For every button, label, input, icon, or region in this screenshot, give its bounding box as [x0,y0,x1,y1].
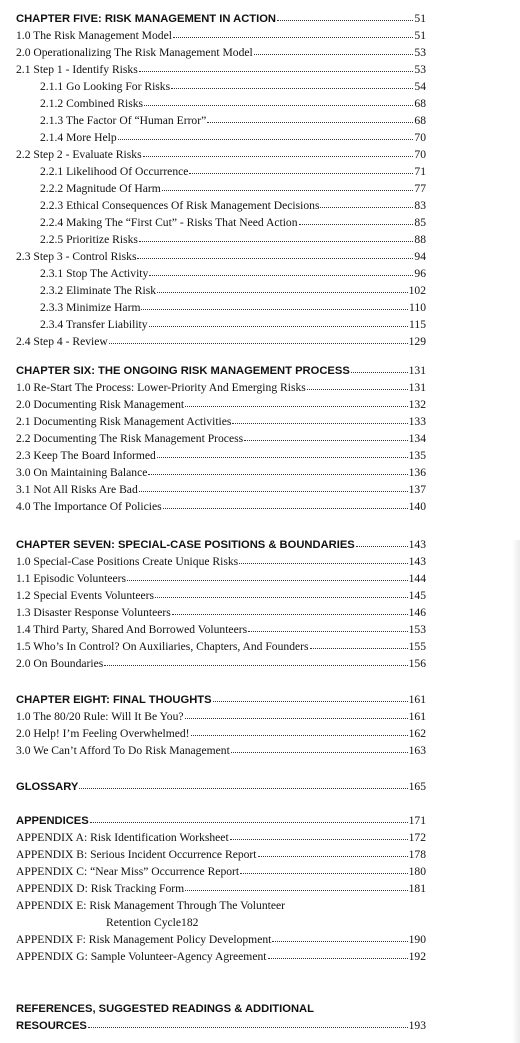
toc-entry [16,589,426,603]
toc-entry-title: 4.0 The Importance Of Policies [16,500,162,513]
toc-page-number: 178 [408,848,426,861]
toc-page-number: 51 [414,29,426,42]
toc-page-number: 132 [408,398,426,411]
toc-entry [40,199,426,213]
toc-page-number: 53 [414,63,426,76]
dot-leader [137,257,413,259]
dot-leader [189,172,413,174]
toc-heading [16,780,426,794]
dot-leader [139,490,408,492]
toc-entry [40,114,426,128]
toc-page-number: 193 [408,1019,426,1032]
dot-leader [320,206,413,208]
toc-page-number: 190 [408,933,426,946]
toc-page-number: 143 [408,538,426,551]
toc-page-number: 85 [414,216,426,229]
toc-entry [16,727,426,741]
toc-page-number: 102 [408,284,426,297]
toc-page-number: 181 [408,882,426,895]
toc-entry-title: 2.4 Step 4 - Review [16,335,108,348]
toc-entry-title: 2.1.1 Go Looking For Risks [40,80,171,93]
dot-leader [90,821,408,823]
dot-leader [351,371,408,373]
toc-entry [16,882,426,896]
toc-page-number: 143 [408,555,426,568]
toc-entry-title: 1.1 Episodic Volunteers [16,572,127,585]
toc-entry-title: 1.0 The Risk Management Model [16,29,172,42]
dot-leader [149,274,413,276]
toc-entry-title: 2.3 Step 3 - Control Risks [16,250,137,263]
toc-page-number: 131 [408,364,426,377]
toc-heading [16,538,426,552]
toc-entry-title: 1.4 Third Party, Shared And Borrowed Volunteers [16,623,248,636]
toc-page-number: 165 [408,780,426,793]
toc-entry-title: APPENDIX C: “Near Miss” Occurrence Report [16,865,240,878]
dot-leader [239,562,407,564]
toc-page-number: 70 [414,131,426,144]
toc-entry-title: 2.1.3 The Factor Of “Human Error” [40,114,207,127]
toc-entry-title: APPENDICES [16,815,89,827]
toc-page-number: 192 [408,950,426,963]
dot-leader [144,104,413,106]
dot-leader [248,630,408,632]
toc-entry [40,165,426,179]
toc-entry [40,301,426,315]
dot-leader [277,19,413,21]
dot-leader [139,240,414,242]
toc-entry [16,46,426,60]
toc-entry-title: 1.3 Disaster Response Volunteers [16,606,171,619]
dot-leader [307,388,408,390]
toc-entry-title: APPENDIX G: Sample Volunteer-Agency Agreement [16,950,267,963]
toc-entry-title: 2.2.1 Likelihood Of Occurrence [40,165,189,178]
toc-entry [40,97,426,111]
toc-heading [16,814,426,828]
toc-entry [16,398,426,412]
toc-entry-title: REFERENCES, SUGGESTED READINGS & ADDITIONAL [16,1003,314,1015]
toc-entry-title: 2.3.3 Minimize Harm [40,301,141,314]
toc-page-number: 134 [408,432,426,445]
toc-entry [16,657,426,671]
toc-entry [16,335,426,349]
toc-entry [16,933,426,947]
dot-leader [155,596,408,598]
toc-entry [16,950,426,964]
toc-entry [40,267,426,281]
dot-leader [185,717,408,719]
toc-entry-title: 2.2.4 Making The “First Cut” - Risks That Need Action [40,216,298,229]
toc-entry [16,831,426,845]
toc-entry-title: 2.2.3 Ethical Consequences Of Risk Management Decisions [40,199,320,212]
dot-leader [141,308,408,310]
toc-entry-title: CHAPTER FIVE: RISK MANAGEMENT IN ACTION [16,13,277,25]
toc-page-number: 94 [414,250,426,263]
dot-leader [149,325,408,327]
toc-page-number: 172 [408,831,426,844]
dot-leader [231,751,408,753]
toc-entry [16,381,426,395]
toc-page-number: 153 [408,623,426,636]
toc-entry [16,250,426,264]
dot-leader [244,439,407,441]
dot-leader [109,342,408,344]
dot-leader [213,700,408,702]
toc-page-number: 161 [408,710,426,723]
dot-leader [230,838,408,840]
dot-leader [240,872,407,874]
toc-entry [16,415,426,429]
toc-entry [16,623,426,637]
dot-leader [173,36,413,38]
toc-entry-title: 2.0 Operationalizing The Risk Management Model [16,46,253,59]
toc-page-number: 53 [414,46,426,59]
toc-heading [16,693,426,707]
toc-page-number: 137 [408,483,426,496]
dot-leader [232,422,407,424]
toc-page-number: 155 [408,640,426,653]
toc-page-number: 162 [408,727,426,740]
toc-page-number: 135 [408,449,426,462]
dot-leader [163,507,408,509]
toc-page-number: 54 [414,80,426,93]
toc-entry-title: 2.1 Documenting Risk Management Activities [16,415,232,428]
toc-entry-title: 2.0 Help! I’m Feeling Overwhelmed! [16,727,190,740]
toc-entry-title: APPENDIX E: Risk Management Through The Volunteer [16,899,285,912]
toc-page-number: 96 [414,267,426,280]
toc-entry-title: Retention Cycle [106,916,182,929]
dot-leader [162,189,414,191]
toc-entry [16,899,426,913]
dot-leader [254,53,414,55]
toc-entry-title: CHAPTER SEVEN: SPECIAL-CASE POSITIONS & BOUNDARIES [16,539,355,551]
toc-page-number: 163 [408,744,426,757]
toc-entry-title: 2.1 Step 1 - Identify Risks [16,63,138,76]
toc-heading [16,12,426,26]
dot-leader [356,545,408,547]
toc-page-number: 180 [408,865,426,878]
toc-page-number: 83 [414,199,426,212]
dot-leader [268,957,408,959]
dot-leader [172,613,408,615]
toc-page-number: 129 [408,335,426,348]
toc-entry [16,572,426,586]
toc-heading [16,1019,426,1033]
toc-entry-title: 2.3.4 Transfer Liability [40,318,148,331]
toc-page-number: 68 [414,97,426,110]
toc-entry-title: 2.0 On Boundaries [16,657,104,670]
toc-entry [40,233,426,247]
toc-entry-title: 2.3 Keep The Board Informed [16,449,156,462]
toc-entry-title: 1.2 Special Events Volunteers [16,589,155,602]
toc-entry [40,284,426,298]
dot-leader [127,579,408,581]
toc-entry-title: 2.3.1 Stop The Activity [40,267,149,280]
toc-page-number: 131 [408,381,426,394]
toc-entry-title: 1.0 Special-Case Positions Create Unique Risks [16,555,239,568]
toc-entry [40,131,426,145]
dot-leader [88,1026,408,1028]
dot-leader [185,889,407,891]
toc-entry-title: 3.1 Not All Risks Are Bad [16,483,138,496]
toc-page-number: 156 [408,657,426,670]
toc-entry [16,640,426,654]
dot-leader [79,787,407,789]
dot-leader [139,70,414,72]
toc-entry [40,182,426,196]
toc-entry [106,916,426,930]
toc-entry-title: 2.1.4 More Help [40,131,117,144]
toc-entry [16,449,426,463]
toc-page-number: 161 [408,693,426,706]
page-edge-shadow [512,540,520,1043]
dot-leader [272,940,407,942]
toc-entry [16,606,426,620]
toc-heading [16,364,426,378]
toc-entry [16,555,426,569]
toc-entry [16,148,426,162]
toc-page-number: 133 [408,415,426,428]
toc-page-number: 144 [408,572,426,585]
toc-heading [16,1002,314,1016]
toc-entry-title: 2.0 Documenting Risk Management [16,398,185,411]
toc-entry-title: 3.0 We Can’t Afford To Do Risk Management [16,744,230,757]
toc-entry [16,466,426,480]
toc-page-number: 51 [414,12,426,25]
dot-leader [148,473,407,475]
toc-page-number: 71 [414,165,426,178]
toc-entry-title: 2.2.2 Magnitude Of Harm [40,182,161,195]
toc-entry-title: CHAPTER EIGHT: FINAL THOUGHTS [16,694,212,706]
toc-page-number: 136 [408,466,426,479]
toc-entry [40,318,426,332]
dot-leader [191,734,408,736]
toc-entry-title: 3.0 On Maintaining Balance [16,466,148,479]
toc-page-number: 110 [409,301,426,314]
toc-entry-title: 1.0 Re-Start The Process: Lower-Priority And Emerging Risks [16,381,306,394]
toc-page-number: 140 [408,500,426,513]
toc-entry-title: RESOURCES [16,1020,87,1032]
dot-leader [299,223,414,225]
toc-page-number: 68 [414,114,426,127]
toc-entry [16,29,426,43]
toc-entry-title: GLOSSARY [16,781,79,793]
toc-page-number: 77 [414,182,426,195]
toc-entry-title: APPENDIX D: Risk Tracking Form [16,882,185,895]
toc-entry-title: APPENDIX F: Risk Management Policy Development [16,933,272,946]
toc-entry [16,63,426,77]
toc-entry [16,432,426,446]
toc-entry [16,500,426,514]
toc-entry [16,483,426,497]
dot-leader [185,405,408,407]
toc-entry-title: 2.1.2 Combined Risks [40,97,144,110]
toc-page-number: 182 [181,916,199,929]
toc-entry-title: 2.2.5 Prioritize Risks [40,233,138,246]
dot-leader [157,291,408,293]
toc-page-number: 115 [409,318,426,331]
toc-entry-title: APPENDIX B: Serious Incident Occurrence Report [16,848,257,861]
toc-entry [40,216,426,230]
toc-page-number: 88 [414,233,426,246]
toc-entry-title: 2.2 Documenting The Risk Management Process [16,432,244,445]
toc-entry-title: CHAPTER SIX: THE ONGOING RISK MANAGEMENT PROCESS [16,365,350,377]
dot-leader [143,155,414,157]
toc-entry [16,865,426,879]
dot-leader [310,647,408,649]
toc-entry [40,80,426,94]
toc-entry-title: 2.3.2 Eliminate The Risk [40,284,157,297]
dot-leader [258,855,408,857]
toc-page-number: 70 [414,148,426,161]
toc-entry-title: 1.0 The 80/20 Rule: Will It Be You? [16,710,184,723]
dot-leader [118,138,414,140]
toc-entry-title: APPENDIX A: Risk Identification Worksheet [16,831,229,844]
toc-entry-title: 2.2 Step 2 - Evaluate Risks [16,148,142,161]
toc-entry-title: 1.5 Who’s In Control? On Auxiliaries, Chapters, And Founders [16,640,309,653]
dot-leader [171,87,413,89]
toc-page-number: 171 [408,814,426,827]
dot-leader [157,456,408,458]
dot-leader [104,664,407,666]
toc-entry [16,848,426,862]
toc-entry [16,710,426,724]
dot-leader [207,121,413,123]
toc-page-number: 146 [408,606,426,619]
toc-entry [16,744,426,758]
toc-page-number: 145 [408,589,426,602]
